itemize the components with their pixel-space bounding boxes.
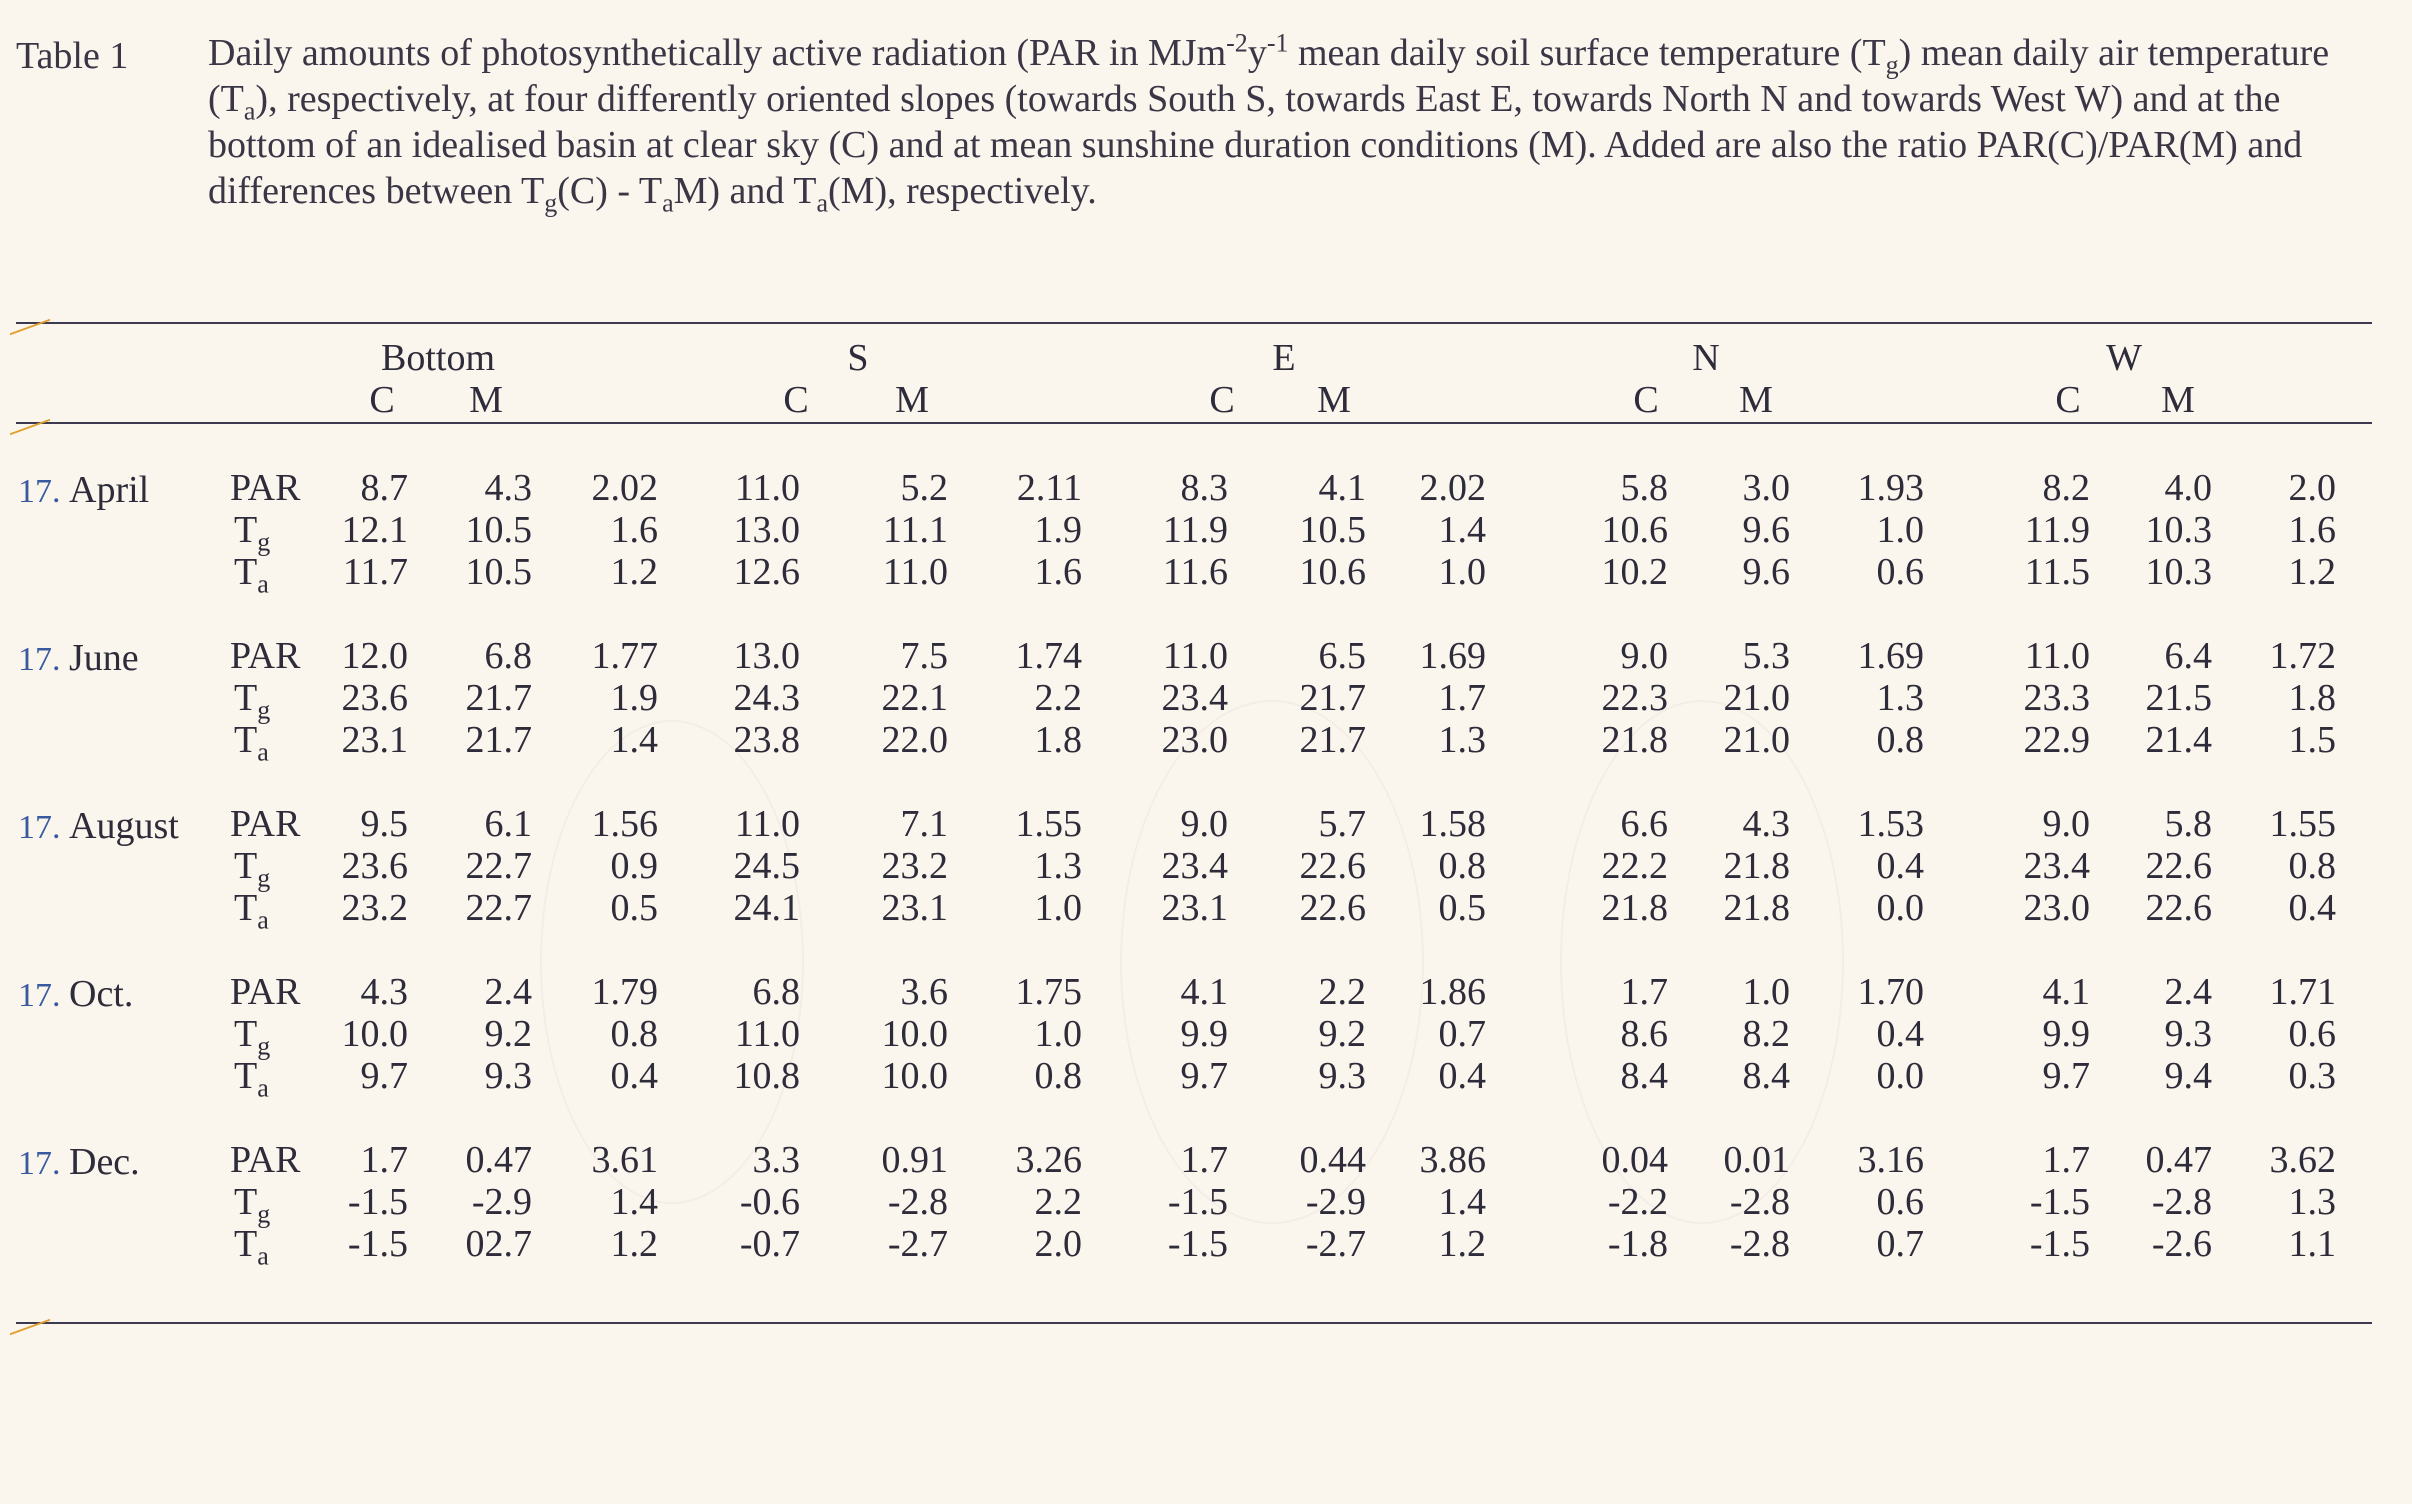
table-cell: 23.1	[341, 719, 408, 761]
table-cell: 5.2	[900, 467, 948, 509]
table-cell: 4.1	[1318, 467, 1366, 509]
table-cell: 11.9	[1162, 509, 1228, 551]
table-cell: 1.7	[2042, 1139, 2090, 1181]
group-header-bottom: Bottom	[380, 337, 496, 379]
table-cell: 6.1	[484, 803, 532, 845]
table-cell: 4.1	[2042, 971, 2090, 1013]
table-cell: 5.8	[1620, 467, 1668, 509]
table-cell: -2.6	[2151, 1223, 2212, 1265]
table-cell: 21.8	[1601, 887, 1668, 929]
subheader-m: M	[1739, 379, 1773, 421]
table-cell: 21.4	[2145, 719, 2212, 761]
table-cell: 6.8	[752, 971, 800, 1013]
table-cell: 12.6	[733, 551, 800, 593]
table-cell: 10.0	[341, 1013, 408, 1055]
table-cell: 8.2	[1742, 1013, 1790, 1055]
table-cell: 10.0	[881, 1055, 948, 1097]
table-cell: 2.0	[1034, 1223, 1082, 1265]
table-cell: 9.2	[484, 1013, 532, 1055]
table-cell: 8.4	[1620, 1055, 1668, 1097]
table-cell: -2.8	[1729, 1181, 1790, 1223]
table-cell: 1.3	[1438, 719, 1486, 761]
table-cell: 0.4	[1876, 845, 1924, 887]
table-cell: 0.47	[2145, 1139, 2212, 1181]
table-cell: 10.0	[881, 1013, 948, 1055]
variable-label: $T_g$	[234, 1013, 271, 1061]
variable-label: $T_g$	[234, 1181, 271, 1229]
table-cell: 10.3	[2145, 509, 2212, 551]
table-cell: 1.4	[610, 1181, 658, 1223]
table-cell: 6.8	[484, 635, 532, 677]
table-cell: 22.6	[1299, 845, 1366, 887]
table-cell: 22.3	[1601, 677, 1668, 719]
group-header-s: S	[847, 337, 869, 379]
table-cell: 10.8	[733, 1055, 800, 1097]
table-cell: -2.7	[887, 1223, 948, 1265]
table-cell: 21.7	[1299, 677, 1366, 719]
table-cell: 0.8	[1438, 845, 1486, 887]
table-cell: 22.7	[465, 845, 532, 887]
table-cell: 23.0	[2023, 887, 2090, 929]
table-cell: 1.9	[610, 677, 658, 719]
table-cell: 1.58	[1419, 803, 1486, 845]
table-cell: 9.5	[360, 803, 408, 845]
table-cell: 3.26	[1015, 1139, 1082, 1181]
table-cell: 22.6	[2145, 887, 2212, 929]
table-cell: 3.86	[1419, 1139, 1486, 1181]
table-cell: 9.4	[2164, 1055, 2212, 1097]
table-cell: 3.0	[1742, 467, 1790, 509]
table-cell: 23.1	[881, 887, 948, 929]
table-cell: 1.3	[2288, 1181, 2336, 1223]
background-ring	[540, 720, 804, 1204]
table-cell: 0.9	[610, 845, 658, 887]
table-cell: 2.2	[1318, 971, 1366, 1013]
table-cell: 1.2	[610, 1223, 658, 1265]
table-cell: -0.6	[739, 1181, 800, 1223]
table-cell: 9.0	[2042, 803, 2090, 845]
table-cell: 8.2	[2042, 467, 2090, 509]
table-cell: 22.6	[2145, 845, 2212, 887]
table-cell: 23.6	[341, 845, 408, 887]
table-row	[0, 1012, 2412, 1061]
month-day: 17.	[18, 641, 69, 678]
table-cell: -1.5	[1167, 1181, 1228, 1223]
table-cell: -2.8	[1729, 1223, 1790, 1265]
table-cell: 9.0	[1620, 635, 1668, 677]
table-cell: 6.6	[1620, 803, 1668, 845]
month-day: 17.	[18, 809, 69, 846]
table-row	[0, 1054, 2412, 1103]
table-cell: 1.3	[1876, 677, 1924, 719]
variable-label: PAR	[230, 467, 301, 509]
table-cell: 13.0	[733, 635, 800, 677]
table-cell: 9.6	[1742, 551, 1790, 593]
variable-label: PAR	[230, 971, 301, 1013]
subheader-c: C	[1633, 379, 1659, 421]
variable-label: $T_a$	[234, 551, 269, 599]
table-cell: 3.61	[591, 1139, 658, 1181]
table-cell: 11.0	[1162, 635, 1228, 677]
table-cell: 1.6	[1034, 551, 1082, 593]
header-rule	[16, 422, 2372, 424]
table-cell: 21.7	[465, 677, 532, 719]
table-cell: 22.0	[881, 719, 948, 761]
group-header-w: W	[2106, 337, 2142, 379]
table-row	[0, 1180, 2412, 1229]
table-cell: 22.6	[1299, 887, 1366, 929]
month-name: Oct.	[69, 973, 134, 1015]
table-cell: 1.77	[591, 635, 658, 677]
table-cell: 2.4	[2164, 971, 2212, 1013]
table-cell: 0.4	[610, 1055, 658, 1097]
table-cell: 23.2	[341, 887, 408, 929]
table-cell: 5.8	[2164, 803, 2212, 845]
subheader-m: M	[469, 379, 503, 421]
table-cell: 1.1	[2288, 1223, 2336, 1265]
table-cell: 21.7	[465, 719, 532, 761]
table-cell: 24.5	[733, 845, 800, 887]
variable-label: $T_a$	[234, 1223, 269, 1271]
table-cell: 0.6	[1876, 551, 1924, 593]
table-cell: 0.4	[1876, 1013, 1924, 1055]
table-cell: 4.3	[1742, 803, 1790, 845]
table-cell: 1.71	[2269, 971, 2336, 1013]
table-cell: 22.7	[465, 887, 532, 929]
table-cell: 0.0	[1876, 887, 1924, 929]
table-cell: 13.0	[733, 509, 800, 551]
table-cell: 9.7	[360, 1055, 408, 1097]
table-cell: 21.5	[2145, 677, 2212, 719]
table-cell: 1.8	[1034, 719, 1082, 761]
table-cell: 11.7	[342, 551, 408, 593]
table-cell: 0.4	[1438, 1055, 1486, 1097]
table-cell: -1.5	[2029, 1181, 2090, 1223]
table-cell: 9.9	[2042, 1013, 2090, 1055]
table-cell: 6.4	[2164, 635, 2212, 677]
table-row	[0, 550, 2412, 599]
table-cell: 1.4	[1438, 509, 1486, 551]
table-cell: 0.91	[881, 1139, 948, 1181]
table-cell: 21.8	[1723, 887, 1790, 929]
group-header-e: E	[1272, 337, 1296, 379]
table-cell: 1.7	[1620, 971, 1668, 1013]
table-cell: 21.7	[1299, 719, 1366, 761]
table-cell: 24.1	[733, 887, 800, 929]
table-cell: 0.5	[1438, 887, 1486, 929]
table-cell: 10.2	[1601, 551, 1668, 593]
table-cell: 1.7	[360, 1139, 408, 1181]
month-day: 17.	[18, 473, 69, 510]
table-cell: 23.3	[2023, 677, 2090, 719]
table-cell: 0.7	[1438, 1013, 1486, 1055]
table-label: Table 1	[16, 35, 129, 77]
table-cell: 1.6	[610, 509, 658, 551]
table-cell: 23.8	[733, 719, 800, 761]
top-rule	[16, 322, 2372, 324]
table-cell: 1.75	[1015, 971, 1082, 1013]
table-cell: 8.7	[360, 467, 408, 509]
table-cell: 11.0	[734, 1013, 800, 1055]
table-cell: 0.6	[1876, 1181, 1924, 1223]
table-cell: 0.8	[1034, 1055, 1082, 1097]
table-cell: 9.3	[484, 1055, 532, 1097]
table-cell: 0.6	[2288, 1013, 2336, 1055]
table-cell: 4.3	[484, 467, 532, 509]
table-row	[0, 844, 2412, 893]
variable-label: $T_a$	[234, 719, 269, 767]
table-cell: 23.4	[1161, 677, 1228, 719]
subheader-c: C	[1209, 379, 1235, 421]
table-cell: 7.1	[900, 803, 948, 845]
table-cell: 1.5	[2288, 719, 2336, 761]
table-cell: 0.04	[1601, 1139, 1668, 1181]
table-cell: -2.8	[2151, 1181, 2212, 1223]
bottom-rule	[16, 1322, 2372, 1324]
table-cell: 1.74	[1015, 635, 1082, 677]
table-cell: 1.2	[1438, 1223, 1486, 1265]
table-cell: 2.02	[1419, 467, 1486, 509]
month-name: April	[69, 469, 150, 511]
table-cell: 1.53	[1857, 803, 1924, 845]
table-cell: -2.7	[1305, 1223, 1366, 1265]
table-cell: 1.6	[2288, 509, 2336, 551]
table-cell: 1.7	[1180, 1139, 1228, 1181]
table-cell: 1.3	[1034, 845, 1082, 887]
table-cell: 2.2	[1034, 1181, 1082, 1223]
table-cell: 9.7	[1180, 1055, 1228, 1097]
table-cell: 5.7	[1318, 803, 1366, 845]
table-cell: 1.2	[610, 551, 658, 593]
table-cell: 12.0	[341, 635, 408, 677]
table-cell: 0.44	[1299, 1139, 1366, 1181]
subheader-c: C	[783, 379, 809, 421]
table-cell: 2.02	[591, 467, 658, 509]
table-cell: 11.1	[882, 509, 948, 551]
table-cell: 1.0	[1034, 1013, 1082, 1055]
table-cell: 10.5	[465, 551, 532, 593]
subheader-m: M	[1317, 379, 1351, 421]
table-cell: 4.0	[2164, 467, 2212, 509]
table-cell: 3.3	[752, 1139, 800, 1181]
table-cell: 10.3	[2145, 551, 2212, 593]
table-cell: 21.8	[1723, 845, 1790, 887]
subheader-m: M	[2161, 379, 2195, 421]
table-cell: -2.2	[1607, 1181, 1668, 1223]
table-cell: 2.4	[484, 971, 532, 1013]
table-cell: 22.2	[1601, 845, 1668, 887]
table-cell: 1.55	[1015, 803, 1082, 845]
table-cell: 0.47	[465, 1139, 532, 1181]
table-cell: 11.0	[882, 551, 948, 593]
table-cell: 4.3	[360, 971, 408, 1013]
table-cell: 23.2	[881, 845, 948, 887]
table-cell: 24.3	[733, 677, 800, 719]
table-cell: 9.9	[1180, 1013, 1228, 1055]
table-cell: 5.3	[1742, 635, 1790, 677]
table-cell: 23.4	[2023, 845, 2090, 887]
table-cell: 2.0	[2288, 467, 2336, 509]
caption-text: Daily amounts of photosynthetically active radiation (PAR in $MJm^{-2}y^{-1}$ mean daily soil surface temperature $(T_g)$ mean daily air temperature $(T_a)$, respectively, at four differently oriented slopes (towards South S, towards East E, towards North N and towards West W) and at the bottom of an idealised basin at clear sky (C) and at mean sunshine duration conditions (M). Added are also the ratio PAR(C)/PAR(M) and differences between $T_g(C) - T_aM$) and $T_a(M)$, respectively.	[208, 28, 2330, 218]
month-name: Dec.	[69, 1141, 140, 1183]
table-cell: 21.8	[1601, 719, 1668, 761]
table-cell: 11.0	[734, 467, 800, 509]
table-cell: 0.7	[1876, 1223, 1924, 1265]
table-row	[0, 634, 2412, 676]
table-cell: 9.3	[1318, 1055, 1366, 1097]
table-cell: 9.2	[1318, 1013, 1366, 1055]
table-cell: 21.0	[1723, 719, 1790, 761]
table-cell: 22.9	[2023, 719, 2090, 761]
table-cell: 11.0	[734, 803, 800, 845]
table-cell: 2.11	[1016, 467, 1082, 509]
table-cell: 23.4	[1161, 845, 1228, 887]
table-cell: 0.8	[610, 1013, 658, 1055]
table-cell: 1.79	[591, 971, 658, 1013]
table-cell: 12.1	[341, 509, 408, 551]
table-cell: -1.5	[347, 1181, 408, 1223]
table-cell: 3.16	[1857, 1139, 1924, 1181]
table-row	[0, 970, 2412, 1012]
table-cell: 10.5	[465, 509, 532, 551]
table-cell: -1.5	[347, 1223, 408, 1265]
subheader-c: C	[369, 379, 395, 421]
table-cell: 02.7	[465, 1223, 532, 1265]
table-cell: 11.6	[1162, 551, 1228, 593]
table-cell: 1.70	[1857, 971, 1924, 1013]
table-cell: 23.6	[341, 677, 408, 719]
table-cell: 1.0	[1876, 509, 1924, 551]
table-cell: 1.56	[591, 803, 658, 845]
table-cell: 9.3	[2164, 1013, 2212, 1055]
table-cell: 0.0	[1876, 1055, 1924, 1097]
table-cell: 9.0	[1180, 803, 1228, 845]
table-cell: -1.5	[1167, 1223, 1228, 1265]
table-cell: 3.6	[900, 971, 948, 1013]
table-cell: 2.2	[1034, 677, 1082, 719]
table-cell: 8.4	[1742, 1055, 1790, 1097]
table-cell: 0.01	[1723, 1139, 1790, 1181]
table-cell: 11.0	[2024, 635, 2090, 677]
table-cell: -0.7	[739, 1223, 800, 1265]
table-cell: 0.4	[2288, 887, 2336, 929]
table-cell: 9.7	[2042, 1055, 2090, 1097]
table-cell: 1.7	[1438, 677, 1486, 719]
table-cell: -2.8	[887, 1181, 948, 1223]
group-header-n: N	[1692, 337, 1720, 379]
month-name: June	[69, 637, 139, 679]
subheader-m: M	[895, 379, 929, 421]
variable-label: PAR	[230, 803, 301, 845]
variable-label: $T_a$	[234, 1055, 269, 1103]
table-cell: 1.9	[1034, 509, 1082, 551]
table-cell: 21.0	[1723, 677, 1790, 719]
table-cell: 0.3	[2288, 1055, 2336, 1097]
table-cell: 1.69	[1419, 635, 1486, 677]
month-day: 17.	[18, 1145, 69, 1182]
variable-label: PAR	[230, 635, 301, 677]
table-cell: 9.6	[1742, 509, 1790, 551]
table-cell: -2.9	[471, 1181, 532, 1223]
table-cell: 11.5	[2024, 551, 2090, 593]
table-cell: 10.5	[1299, 509, 1366, 551]
table-cell: 8.6	[1620, 1013, 1668, 1055]
table-cell: 1.0	[1438, 551, 1486, 593]
table-row	[0, 718, 2412, 767]
table-cell: 1.55	[2269, 803, 2336, 845]
table-cell: 4.1	[1180, 971, 1228, 1013]
table-cell: 7.5	[900, 635, 948, 677]
table-row	[0, 886, 2412, 935]
month-name: August	[69, 805, 179, 847]
variable-label: $T_g$	[234, 845, 271, 893]
table-cell: 10.6	[1299, 551, 1366, 593]
table-row	[0, 466, 2412, 508]
subheader-c: C	[2055, 379, 2081, 421]
table-cell: 11.9	[2024, 509, 2090, 551]
table-cell: 1.2	[2288, 551, 2336, 593]
table-row	[0, 508, 2412, 557]
table-cell: 0.8	[2288, 845, 2336, 887]
table-row	[0, 1222, 2412, 1271]
table-cell: 1.0	[1034, 887, 1082, 929]
variable-label: PAR	[230, 1139, 301, 1181]
variable-label: $T_g$	[234, 509, 271, 557]
table-row	[0, 676, 2412, 725]
month-day: 17.	[18, 977, 69, 1014]
table-row	[0, 802, 2412, 844]
table-cell: -2.9	[1305, 1181, 1366, 1223]
table-cell: 1.93	[1857, 467, 1924, 509]
table-cell: 23.0	[1161, 719, 1228, 761]
table-cell: 10.6	[1601, 509, 1668, 551]
table-cell: 1.69	[1857, 635, 1924, 677]
table-cell: 6.5	[1318, 635, 1366, 677]
table-cell: 1.72	[2269, 635, 2336, 677]
table-cell: 23.1	[1161, 887, 1228, 929]
table-cell: 1.0	[1742, 971, 1790, 1013]
table-cell: 1.4	[610, 719, 658, 761]
table-cell: 3.62	[2269, 1139, 2336, 1181]
table-cell: 1.86	[1419, 971, 1486, 1013]
table-cell: 0.8	[1876, 719, 1924, 761]
table-row	[0, 1138, 2412, 1180]
table-cell: 8.3	[1180, 467, 1228, 509]
variable-label: $T_a$	[234, 887, 269, 935]
table-cell: 0.5	[610, 887, 658, 929]
variable-label: $T_g$	[234, 677, 271, 725]
table-cell: -1.5	[2029, 1223, 2090, 1265]
table-cell: 1.8	[2288, 677, 2336, 719]
table-cell: 22.1	[881, 677, 948, 719]
table-cell: -1.8	[1607, 1223, 1668, 1265]
table-cell: 1.4	[1438, 1181, 1486, 1223]
